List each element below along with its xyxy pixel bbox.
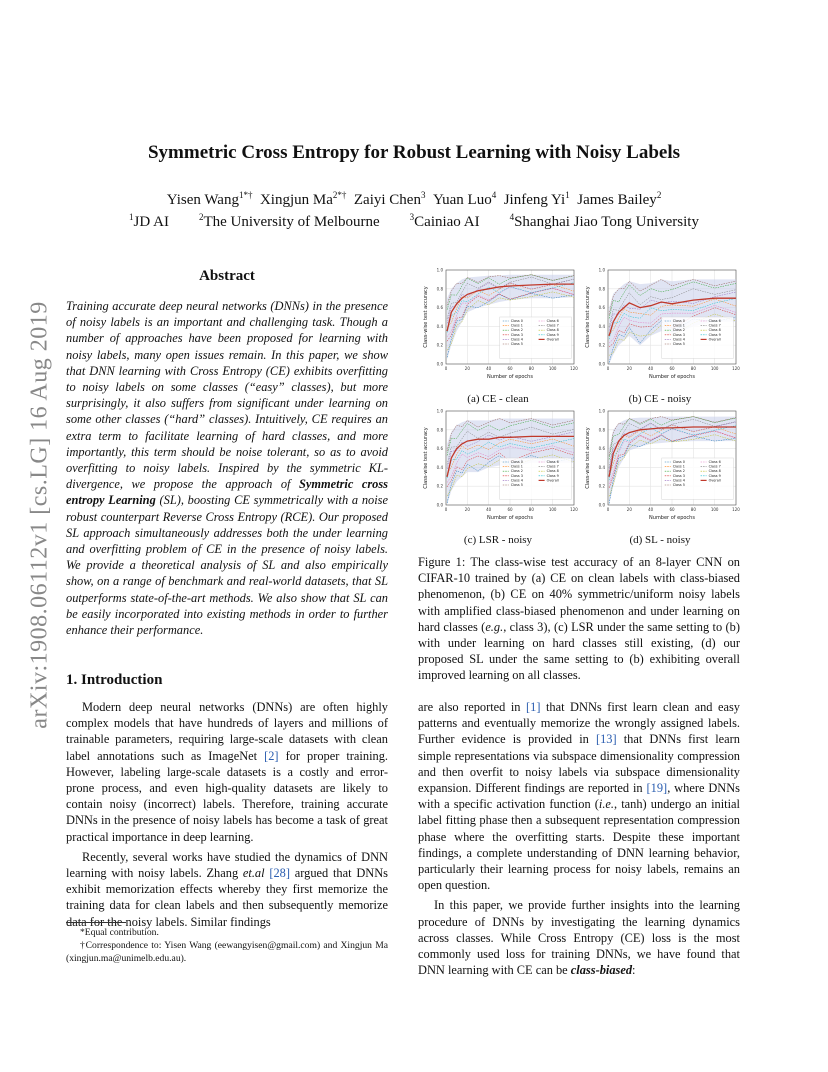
y-axis-label: Class-wise test accuracy	[585, 427, 591, 489]
x-axis-label: Number of epochs	[649, 515, 695, 521]
legend-label: Class 9	[546, 332, 559, 337]
citation-link[interactable]: [13]	[595, 732, 617, 747]
x-tick-label: 60	[507, 507, 513, 512]
body-text: , tanh) undergo an initial label fitting phase then a subsequent representation compression phase where the overfitting starts. Despite these important findings, a complete understanding of DNN learning behavior, particularly their learning process for noisy labels, remains an open question.	[418, 797, 740, 893]
x-axis-label: Number of epochs	[487, 515, 533, 521]
author-name: Yuan Luo	[432, 192, 492, 208]
subfigure-caption: (c) LSR - noisy	[463, 534, 533, 546]
x-axis-label: Number of epochs	[649, 374, 695, 380]
abstract-body	[66, 298, 388, 638]
arxiv-id: arXiv:1908.06112v1 [cs.LG] 16 Aug 2019	[26, 301, 53, 729]
y-axis-label: Class-wise test accuracy	[423, 286, 429, 348]
y-tick-label: 0.4	[436, 464, 443, 470]
y-tick-label: 0.8	[598, 427, 605, 433]
legend-label: Class 3	[510, 473, 523, 478]
y-tick-label: 0.0	[598, 502, 605, 508]
y-tick-label: 0.6	[598, 305, 605, 311]
affiliation-mark: 4	[509, 212, 515, 222]
author-name: Xingjun Ma	[259, 192, 333, 208]
y-axis-label: Class-wise test accuracy	[423, 427, 429, 489]
legend-label: Class 1	[510, 323, 523, 328]
legend-label: Class 3	[672, 473, 685, 478]
x-tick-label: 100	[548, 366, 557, 371]
intro-paragraph	[66, 699, 388, 845]
legend-label: Class 4	[672, 337, 685, 342]
x-tick-label: 20	[464, 507, 470, 512]
y-tick-label: 0.0	[436, 502, 443, 508]
y-axis-label: Class-wise test accuracy	[585, 286, 591, 348]
y-tick-label: 0.6	[436, 305, 443, 311]
x-tick-label: 20	[626, 366, 632, 371]
caption-text: e.g.	[485, 619, 504, 634]
x-tick-label: 120	[732, 507, 740, 512]
chart-panel	[580, 405, 742, 527]
subfigure-caption: (b) CE - noisy	[628, 393, 692, 405]
author-name: Yisen Wang	[166, 192, 239, 208]
right-column-body	[418, 699, 740, 978]
paper-title: Symmetric Cross Entropy for Robust Learning with Noisy Labels	[147, 142, 681, 163]
legend-label: Class 3	[510, 332, 523, 337]
x-tick-label: 100	[710, 366, 719, 371]
body-text: :	[632, 963, 636, 978]
citation-link[interactable]: [28]	[269, 866, 290, 881]
legend-label: Class 8	[708, 469, 721, 474]
footnote: †Correspondence to: Yisen Wang (eewangyisen@gmail.com) and Xingjun Ma (xingjun.ma@unimelb.edu.au).	[66, 940, 388, 964]
x-tick-label: 0	[606, 507, 610, 512]
author-name: Zaiyi Chen	[353, 192, 421, 208]
chart-panel	[418, 405, 580, 527]
y-tick-label: 0.4	[598, 323, 605, 329]
x-tick-label: 40	[648, 507, 654, 512]
subfigure-caption: (a) CE - clean	[467, 393, 529, 405]
legend-label: Class 6	[708, 319, 721, 323]
legend-label: Class 2	[510, 469, 523, 474]
y-tick-label: 1.0	[436, 267, 443, 273]
body-text: that DNNs first learn clean and easy patterns and eventually memorize the wrongly assigned labels. Further evidence is provided in	[418, 700, 740, 747]
x-tick-label: 0	[606, 366, 610, 371]
x-tick-label: 120	[570, 366, 578, 371]
abstract-text: (SL), boosting CE symmetrically with a noise robust counterpart Reverse Cross Entropy (RCE). Our proposed SL approach simultaneously addresses both the under learning and overfitting problem of CE in the presence of noisy labels. We provide a theoretical analysis of SL and also empirically show, on a range of benchmark and real-world datasets, that SL outperforms state-of-the-art methods. We also show that SL can be easily incorporated into existing methods in order to further enhance their performance.	[66, 493, 388, 638]
intro-text: argued that DNNs exhibit memorization effects whereby they first memorize the training data for clean labels and then subsequently memorize data for the noisy labels. Similar findings	[66, 866, 388, 929]
legend-label: Class 3	[672, 332, 685, 337]
x-tick-label: 100	[548, 507, 557, 512]
x-tick-label: 80	[690, 507, 696, 512]
x-tick-label: 100	[710, 507, 719, 512]
affiliation-name: JD AI	[133, 214, 169, 230]
legend-label: Overall	[546, 478, 559, 483]
body-emphasis: class-biased	[570, 963, 633, 978]
affiliation-name: Cainiao AI	[414, 214, 480, 230]
legend-label: Class 4	[510, 337, 523, 342]
legend-label: Class 8	[708, 328, 721, 333]
body-text: i.e.	[598, 797, 615, 812]
legend-label: Class 7	[708, 323, 721, 328]
caption-text: Figure 1: The class-wise test accuracy of an 8-layer CNN on CIFAR-10 trained by (a) CE on clean labels with class-biased phenomenon, (b) CE on 40% symmetric/uniform noisy labels with amplified class-biased phenomenon and under learning on hard classes (	[418, 555, 740, 634]
x-tick-label: 60	[507, 366, 513, 371]
legend-label: Class 1	[510, 464, 523, 469]
y-tick-label: 0.0	[436, 361, 443, 367]
legend-label: Class 2	[510, 328, 523, 333]
abstract-text: Training accurate deep neural networks (DNNs) in the presence of noisy labels is an important and challenging task. Though a number of approaches have been proposed for learning with noisy labels, many open issues remain. In this paper, we show that DNN learning with Cross Entropy (CE) exhibits overfitting to noisy labels on some classes (“easy” classes), but more surprisingly, it also suffers from significant under learning on some other classes (“hard” classes). Intuitively, CE requires an extra term to facilitate learning of hard classes, and more importantly, this term should be noise tolerant, so as to avoid overfitting to noisy labels. Inspired by the symmetric KL-divergence, we propose the approach of	[66, 299, 388, 492]
affiliation-name: The University of Melbourne	[203, 214, 380, 230]
y-tick-label: 1.0	[436, 408, 443, 414]
x-tick-label: 0	[444, 366, 448, 371]
intro-body	[66, 699, 388, 930]
legend-label: Class 7	[546, 323, 559, 328]
author-mark: 1*†	[238, 190, 253, 200]
chart-svg	[418, 264, 580, 386]
intro-paragraph	[66, 849, 388, 930]
legend-label: Class 2	[672, 469, 685, 474]
x-tick-label: 120	[732, 366, 740, 371]
y-tick-label: 0.4	[436, 323, 443, 329]
affiliation-mark: 2	[198, 212, 204, 222]
footnote-rule	[66, 922, 126, 923]
legend-label: Class 4	[510, 478, 523, 483]
x-tick-label: 60	[669, 507, 675, 512]
legend-label: Class 6	[708, 460, 721, 464]
legend-label: Class 4	[672, 478, 685, 483]
y-tick-label: 1.0	[598, 408, 605, 414]
chart-svg	[418, 405, 580, 527]
footnote: *Equal contribution.	[80, 927, 159, 938]
x-tick-label: 20	[464, 366, 470, 371]
abstract-heading: Abstract	[199, 268, 255, 284]
intro-heading: 1. Introduction	[66, 672, 163, 688]
x-tick-label: 20	[626, 507, 632, 512]
x-tick-label: 80	[690, 366, 696, 371]
chart-panel	[418, 264, 580, 386]
legend-label: Class 2	[672, 328, 685, 333]
author-mark: 1	[565, 190, 570, 200]
legend-label: Class 1	[672, 323, 685, 328]
subfigure-caption: (d) SL - noisy	[629, 534, 691, 546]
legend-label: Class 9	[546, 473, 559, 478]
author-mark: 2*†	[332, 190, 347, 200]
legend-label: Overall	[708, 478, 721, 483]
y-tick-label: 0.6	[598, 446, 605, 452]
figure-caption	[418, 554, 740, 684]
legend-label: Class 5	[510, 483, 523, 487]
y-tick-label: 0.8	[598, 286, 605, 292]
legend-label: Class 6	[546, 319, 559, 323]
body-text: In this paper, we provide further insights into the learning procedure of DNNs by investigating the learning dynamics across classes. While Cross Entropy (CE) loss is the most commonly used loss for training DNNs, we have found that DNN learning with CE can be	[418, 898, 740, 978]
body-paragraph	[418, 699, 740, 893]
x-tick-label: 40	[486, 507, 492, 512]
citation-link[interactable]: [1]	[526, 700, 541, 714]
legend-label: Class 0	[510, 319, 523, 323]
legend-label: Class 9	[708, 473, 721, 478]
caption-text: , class 3), (c) LSR under the same setting to (b) with under learning on hard classes still existing, (d) our proposed SL under the same setting to (b) exhibiting overall improved learning on all classes.	[418, 619, 740, 683]
intro-text: Modern deep neural networks (DNNs) are often highly complex models that have hundreds of layers and millions of trainable parameters, requiring large-scale datasets with clean label annotations such as ImageNet	[66, 700, 388, 763]
legend-label: Class 8	[546, 469, 559, 474]
citation-link[interactable]: [19]	[646, 781, 668, 796]
author-list	[0, 190, 828, 209]
intro-text: et.al	[242, 866, 265, 881]
affiliation-name: Shanghai Jiao Tong University	[514, 214, 699, 230]
y-tick-label: 1.0	[598, 267, 605, 273]
y-tick-label: 0.6	[436, 446, 443, 452]
y-tick-label: 0.2	[598, 342, 605, 348]
citation-link[interactable]: [2]	[264, 748, 279, 763]
chart-svg	[580, 405, 742, 527]
y-tick-label: 0.8	[436, 427, 443, 433]
author-mark: 4	[491, 190, 497, 200]
x-tick-label: 0	[444, 507, 448, 512]
y-tick-label: 0.2	[436, 342, 443, 348]
legend-label: Class 8	[546, 328, 559, 333]
y-tick-label: 0.0	[598, 361, 605, 367]
legend-label: Class 1	[672, 464, 685, 469]
x-tick-label: 40	[486, 366, 492, 371]
affiliation-list	[0, 212, 828, 231]
author-mark: 2	[656, 190, 662, 200]
legend-label: Overall	[546, 337, 559, 342]
legend-label: Class 7	[708, 464, 721, 469]
legend-label: Class 0	[510, 460, 523, 464]
author-name: James Bailey	[577, 192, 657, 208]
author-name: Jinfeng Yi	[503, 192, 566, 208]
legend-label: Class 0	[672, 460, 685, 464]
legend-label: Class 5	[672, 483, 685, 487]
x-axis-label: Number of epochs	[487, 374, 533, 380]
body-paragraph	[418, 897, 740, 978]
legend-label: Class 6	[546, 460, 559, 464]
chart-svg	[580, 264, 742, 386]
arxiv-side-label	[20, 270, 60, 760]
affiliation-mark: 1	[129, 212, 134, 222]
y-tick-label: 0.4	[598, 464, 605, 470]
x-tick-label: 120	[570, 507, 578, 512]
author-mark: 3	[420, 190, 426, 200]
legend-label: Class 9	[708, 332, 721, 337]
x-tick-label: 40	[648, 366, 654, 371]
legend-label: Class 5	[672, 342, 685, 346]
body-text: , where DNNs with a specific activation function (	[418, 781, 741, 812]
x-tick-label: 60	[669, 366, 675, 371]
body-text: are also reported in	[418, 700, 527, 714]
x-tick-label: 80	[528, 366, 534, 371]
chart-panel	[580, 264, 742, 386]
footnotes	[66, 926, 388, 965]
legend-label: Overall	[708, 337, 721, 342]
y-tick-label: 0.8	[436, 286, 443, 292]
x-tick-label: 80	[528, 507, 534, 512]
intro-text: for proper training. However, labeling large-scale datasets is a costly and error-prone process, and even high-quality datasets are likely to contain noisy (incorrect) labels. Therefore, training accurate DNNs in the presence of noisy labels has become a task of great practical importance in deep learning.	[66, 748, 388, 844]
legend-label: Class 0	[672, 319, 685, 323]
body-text: that DNNs first learn simple representations via subspace dimensionality compression and then overfit to noisy labels via subspace dimensionality expansion. Different findings are reported in	[418, 732, 740, 796]
affiliation-mark: 3	[409, 212, 415, 222]
legend-label: Class 5	[510, 342, 523, 346]
y-tick-label: 0.2	[436, 483, 443, 489]
intro-text: Recently, several works have studied the dynamics of DNN learning with noisy labels. Zhang	[66, 849, 388, 881]
legend-label: Class 7	[546, 464, 559, 469]
abstract-method-name: Symmetric cross entropy Learning	[66, 477, 388, 508]
y-tick-label: 0.2	[598, 483, 605, 489]
